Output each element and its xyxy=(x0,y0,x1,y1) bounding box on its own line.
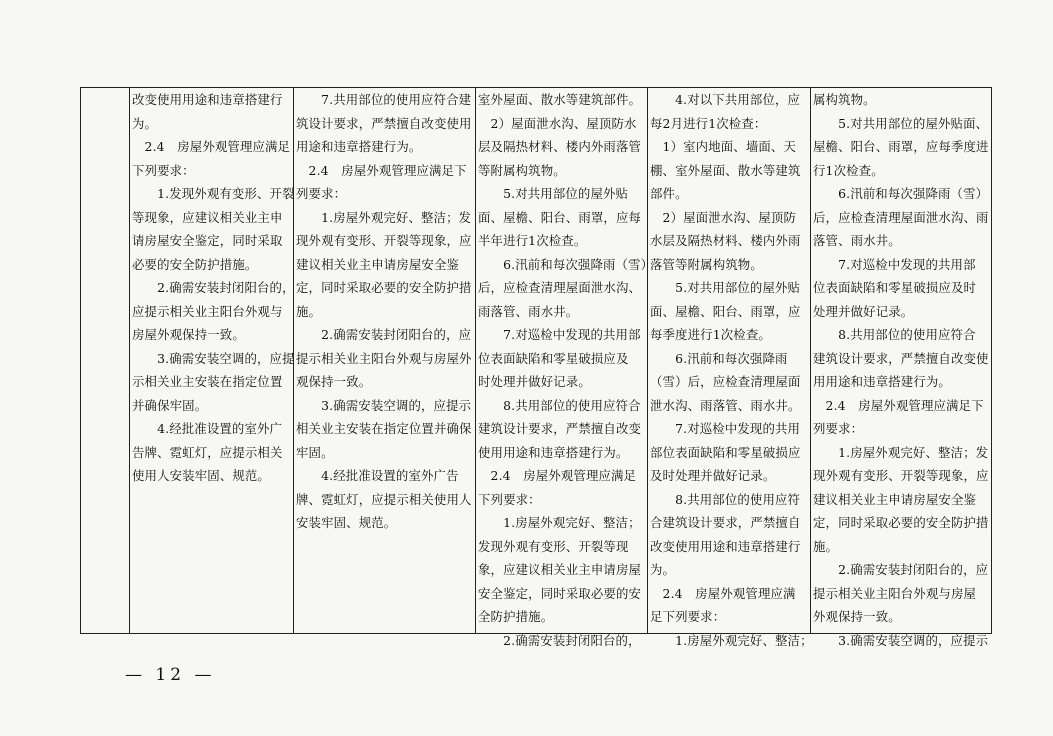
table-column-1 xyxy=(81,88,130,633)
text-line: 水层及隔热材料、楼内外雨 xyxy=(650,233,801,248)
text-line: 牢固。 xyxy=(296,444,334,460)
text-line: 位表面缺陷和零星破损应及 xyxy=(478,350,629,366)
table-column-5 xyxy=(648,88,813,648)
text-line: 3.确需安装空调的，应提示 xyxy=(813,632,989,648)
text-line: 8.共用部位的使用应符合 xyxy=(478,397,641,413)
text-line: 建议相关业主申请房屋安全鉴 xyxy=(296,256,460,272)
text-line: 提示相关业主阳台外观与房屋外 xyxy=(296,350,472,366)
text-line: 安装牢固、规范。 xyxy=(296,515,397,530)
text-line: 筑设计要求，严禁擅自改变使用 xyxy=(296,115,472,131)
text-line: 改变使用用途和违章搭建行 xyxy=(132,92,283,107)
text-line: 2）屋面泄水沟、屋顶防 xyxy=(650,209,796,225)
text-line: 1）室内地面、墙面、天 xyxy=(650,139,796,154)
text-line: 时处理并做好记录。 xyxy=(478,374,591,389)
text-line: 属构筑物。 xyxy=(813,92,876,107)
text-line: 2.4 房屋外观管理应满足下 xyxy=(296,162,467,178)
text-line: 部位表面缺陷和零星破损应 xyxy=(650,444,801,460)
text-line: 2.4 房屋外观管理应满足 xyxy=(132,139,291,154)
text-line: 8.共用部位的使用应符 xyxy=(650,491,801,507)
text-line: 2.确需安装封闭阳台的， xyxy=(478,632,641,648)
text-line: 6.汛前和每次强降雨 xyxy=(650,350,788,366)
text-line: 6.汛前和每次强降雨（雪） xyxy=(478,256,654,272)
text-line: 5.对共用部位的屋外贴 xyxy=(478,186,629,201)
text-line: 用途和违章搭建行为。 xyxy=(296,139,422,154)
text-line: 位表面缺陷和零星破损应及时 xyxy=(813,280,977,295)
text-line: 2.确需安装封闭阳台的，应 xyxy=(813,562,989,577)
table-column-3 xyxy=(294,88,476,633)
text-line: 1.发现外观有变形、开裂 xyxy=(132,186,295,201)
text-line: 施。 xyxy=(813,538,839,554)
text-line: 等附属构筑物。 xyxy=(478,162,566,178)
text-line: 应提示相关业主阳台外观与 xyxy=(132,303,283,319)
text-line: 4.经批准设置的室外广 xyxy=(132,421,283,436)
text-line: 等现象，应建议相关业主申 xyxy=(132,209,283,225)
text-line: 示相关业主安装在指定位置 xyxy=(132,374,283,389)
table-column-2 xyxy=(130,88,294,633)
text-line: 用用途和违章搭建行为。 xyxy=(813,374,951,389)
text-line: 建筑设计要求，严禁擅自改变 xyxy=(478,421,642,436)
text-line: 建议相关业主申请房屋安全鉴 xyxy=(813,491,977,507)
text-line: 室外屋面、散水等建筑部件。 xyxy=(478,92,642,107)
text-line: 1.房屋外观完好、整洁； xyxy=(650,632,813,648)
text-line: 4.对以下共用部位，应 xyxy=(650,92,801,107)
text-line: 3.确需安装空调的，应提 xyxy=(132,350,295,366)
text-line: 发现外观有变形、开裂等现 xyxy=(478,538,629,554)
text-line: 3.确需安装空调的，应提示 xyxy=(296,397,472,413)
text-line: 每季度进行1次检查。 xyxy=(650,327,771,342)
text-line: 处理并做好记录。 xyxy=(813,303,914,319)
text-line: 全防护措施。 xyxy=(478,609,554,624)
text-line: 观保持一致。 xyxy=(296,374,372,389)
text-line: 落管等附属构筑物。 xyxy=(650,256,763,272)
text-line: 请房屋安全鉴定，同时采取 xyxy=(132,233,283,248)
table-column-4 xyxy=(476,88,654,648)
table-column-6 xyxy=(811,88,993,648)
text-line: 2.4 房屋外观管理应满足 xyxy=(478,468,637,483)
text-line: 及时处理并做好记录。 xyxy=(650,468,776,483)
text-line: 使用人安装牢固、规范。 xyxy=(132,468,270,483)
text-line: 为。 xyxy=(132,115,158,131)
text-line: 象，应建议相关业主申请房屋 xyxy=(478,562,642,577)
text-line: 部件。 xyxy=(650,186,688,201)
text-line: 施。 xyxy=(296,303,322,319)
text-line: 合建筑设计要求，严禁擅自 xyxy=(650,515,801,530)
text-line: 半年进行1次检查。 xyxy=(478,233,587,248)
text-line: 1.房屋外观完好、整洁； xyxy=(478,515,641,530)
text-line: 牌、霓虹灯，应提示相关使用人 xyxy=(296,491,472,507)
text-line: 7.对巡检中发现的共用部 xyxy=(813,256,976,272)
text-line: 泄水沟、雨落管、雨水井。 xyxy=(650,397,801,413)
text-line: 行1次检查。 xyxy=(813,162,884,178)
text-line: 层及隔热材料、楼内外雨落管 xyxy=(478,139,642,154)
text-line: 2）屋面泄水沟、屋顶防水 xyxy=(478,115,637,131)
text-line: 2.确需安装封闭阳台的， xyxy=(132,280,295,295)
text-line: 提示相关业主阳台外观与房屋 xyxy=(813,585,977,601)
text-line: 7.共用部位的使用应符合建 xyxy=(296,92,472,107)
text-line: 下列要求： xyxy=(132,162,195,178)
text-line: 雨落管、雨水井。 xyxy=(478,303,579,319)
text-line: 后，应检查清理屋面泄水沟、 xyxy=(478,280,642,295)
text-line: 列要求： xyxy=(296,186,347,201)
text-line: 4.经批准设置的室外广告 xyxy=(296,468,459,483)
text-line: 2.4 房屋外观管理应满足下 xyxy=(813,397,984,413)
text-line: 5.对共用部位的屋外贴面、 xyxy=(813,115,989,131)
text-line: 足下列要求： xyxy=(650,609,726,624)
text-line: 落管、雨水井。 xyxy=(813,233,901,248)
text-line: 列要求： xyxy=(813,421,864,436)
text-line: 6.汛前和每次强降雨（雪） xyxy=(813,186,989,201)
text-line: 外观保持一致。 xyxy=(813,609,901,624)
text-line: 5.对共用部位的屋外贴 xyxy=(650,280,801,295)
text-line: 2.4 房屋外观管理应满 xyxy=(650,585,796,601)
text-line: 并确保牢固。 xyxy=(132,397,208,413)
text-line: 告牌、霓虹灯，应提示相关 xyxy=(132,444,283,460)
text-line: 必要的安全防护措施。 xyxy=(132,256,258,272)
text-line: 建筑设计要求，严禁擅自改变使 xyxy=(813,350,989,366)
text-line: 1.房屋外观完好、整洁；发 xyxy=(296,209,472,225)
text-line: 2.确需安装封闭阳台的，应 xyxy=(296,327,472,342)
text-line: 定，同时采取必要的安全防护措 xyxy=(813,515,989,530)
text-line: 定，同时采取必要的安全防护措 xyxy=(296,280,472,295)
text-line: 相关业主安装在指定位置并确保 xyxy=(296,421,472,436)
text-line: 为。 xyxy=(650,562,676,577)
text-line: 7.对巡检中发现的共用部 xyxy=(478,327,641,342)
text-line: 8.共用部位的使用应符合 xyxy=(813,327,976,342)
text-line: 屋檐、阳台、雨罩，应每季度进 xyxy=(813,139,989,154)
text-line: 使用用途和违章搭建行为。 xyxy=(478,444,629,460)
text-line: 棚、室外屋面、散水等建筑 xyxy=(650,162,801,178)
page-number: — 12 — xyxy=(125,665,216,685)
text-line: 1.房屋外观完好、整洁；发 xyxy=(813,444,989,460)
regulation-table xyxy=(80,87,992,648)
text-line: 下列要求： xyxy=(478,491,541,507)
text-line: 安全鉴定，同时采取必要的安 xyxy=(478,585,642,601)
text-line: 房屋外观保持一致。 xyxy=(132,327,245,342)
text-line: 面、屋檐、阳台、雨罩，应每 xyxy=(478,209,642,225)
text-line: 每2月进行1次检查： xyxy=(650,115,767,131)
text-line: （雪）后，应检查清理屋面 xyxy=(650,374,801,389)
text-line: 现外观有变形、开裂等现象，应 xyxy=(813,468,989,483)
text-line: 面、屋檐、阳台、雨罩，应 xyxy=(650,303,801,319)
text-line: 7.对巡检中发现的共用 xyxy=(650,421,801,436)
text-line: 改变使用用途和违章搭建行 xyxy=(650,538,801,554)
text-line: 现外观有变形、开裂等现象，应 xyxy=(296,233,472,248)
text-line: 后，应检查清理屋面泄水沟、雨 xyxy=(813,209,989,225)
